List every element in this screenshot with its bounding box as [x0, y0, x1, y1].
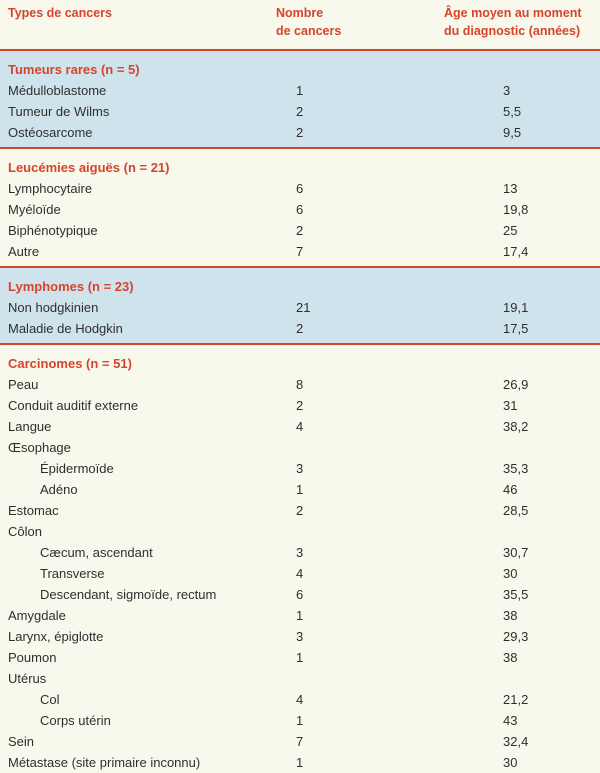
table-row	[0, 80, 600, 101]
table-row	[0, 241, 600, 262]
mean-age: 26,9	[503, 377, 529, 392]
cancer-type: Métastase (site primaire inconnu)	[8, 755, 201, 770]
cancer-count: 2	[296, 503, 304, 518]
mean-age: 21,2	[503, 692, 529, 707]
group-separator	[0, 147, 600, 149]
cancer-count: 7	[296, 734, 304, 749]
mean-age: 17,5	[503, 321, 529, 336]
table-row	[0, 626, 600, 647]
cancer-count: 2	[296, 321, 304, 336]
group-title	[0, 276, 600, 297]
cancer-type: Myéloïde	[8, 202, 61, 217]
cancer-type: Maladie de Hodgkin	[8, 321, 123, 336]
cancer-type: Côlon	[8, 524, 42, 539]
cancer-type: Conduit auditif externe	[8, 398, 139, 413]
cancer-count: 2	[296, 125, 304, 140]
mean-age: 13	[503, 181, 518, 196]
cancer-type: Adéno	[40, 482, 78, 497]
table-row	[0, 458, 600, 479]
mean-age: 9,5	[503, 125, 522, 140]
cancer-count: 1	[296, 755, 304, 770]
mean-age: 38,2	[503, 419, 529, 434]
mean-age: 17,4	[503, 244, 529, 259]
cancer-count: 6	[296, 587, 304, 602]
table-row	[0, 668, 600, 689]
group-title-label: Carcinomes (n = 51)	[8, 356, 132, 371]
table-row	[0, 542, 600, 563]
cancer-type: Sein	[8, 734, 35, 749]
mean-age: 30	[503, 755, 518, 770]
table-row	[0, 647, 600, 668]
cancer-type: Épidermoïde	[40, 461, 114, 476]
table-row	[0, 220, 600, 241]
table-row	[0, 437, 600, 458]
mean-age: 35,3	[503, 461, 529, 476]
cancer-type: Peau	[8, 377, 39, 392]
table-row	[0, 731, 600, 752]
cancer-count: 3	[296, 461, 304, 476]
mean-age: 35,5	[503, 587, 529, 602]
group-title	[0, 353, 600, 374]
header-types: Types de cancers	[8, 6, 112, 20]
table-row	[0, 584, 600, 605]
cancer-type: Œsophage	[8, 440, 71, 455]
mean-age: 32,4	[503, 734, 529, 749]
cancer-type: Médulloblastome	[8, 83, 107, 98]
mean-age: 5,5	[503, 104, 522, 119]
cancer-count: 4	[296, 566, 304, 581]
table-row	[0, 199, 600, 220]
table-row	[0, 563, 600, 584]
table-row	[0, 521, 600, 542]
mean-age: 38	[503, 650, 518, 665]
cancer-type: Amygdale	[8, 608, 66, 623]
table-row	[0, 374, 600, 395]
header-age-line2: du diagnostic (années)	[444, 24, 581, 38]
mean-age: 19,8	[503, 202, 529, 217]
cancer-count: 2	[296, 223, 304, 238]
group-separator	[0, 343, 600, 345]
cancer-type: Non hodgkinien	[8, 300, 99, 315]
cancer-count: 4	[296, 419, 304, 434]
mean-age: 30	[503, 566, 518, 581]
table-row	[0, 500, 600, 521]
header-count-line2: de cancers	[276, 24, 342, 38]
cancer-type: Transverse	[40, 566, 105, 581]
mean-age: 3	[503, 83, 511, 98]
cancer-type: Tumeur de Wilms	[8, 104, 110, 119]
cancer-type: Ostéosarcome	[8, 125, 93, 140]
table-row	[0, 605, 600, 626]
table-row	[0, 479, 600, 500]
table-row	[0, 689, 600, 710]
cancer-type: Descendant, sigmoïde, rectum	[40, 587, 217, 602]
cancer-type: Lymphocytaire	[8, 181, 93, 196]
cancer-count: 21	[296, 300, 311, 315]
cancer-count: 1	[296, 482, 304, 497]
group-title-label: Leucémies aiguës (n = 21)	[8, 160, 170, 175]
cancer-count: 4	[296, 692, 304, 707]
table-row	[0, 318, 600, 339]
mean-age: 38	[503, 608, 518, 623]
group-title	[0, 157, 600, 178]
mean-age: 30,7	[503, 545, 529, 560]
table-row	[0, 416, 600, 437]
cancer-count: 2	[296, 104, 304, 119]
mean-age: 19,1	[503, 300, 529, 315]
header-count	[276, 4, 386, 40]
group-title-label: Tumeurs rares (n = 5)	[8, 62, 140, 77]
mean-age: 29,3	[503, 629, 529, 644]
cancer-type: Corps utérin	[40, 713, 111, 728]
cancer-type: Cæcum, ascendant	[40, 545, 153, 560]
cancer-type: Col	[40, 692, 60, 707]
cancer-count: 3	[296, 545, 304, 560]
header-age-line1: Âge moyen au moment	[444, 6, 582, 20]
table-header	[0, 0, 600, 49]
cancer-count: 2	[296, 398, 304, 413]
cancer-count: 1	[296, 608, 304, 623]
cancer-count: 1	[296, 83, 304, 98]
cancer-count: 6	[296, 202, 304, 217]
mean-age: 31	[503, 398, 518, 413]
header-count-line1: Nombre	[276, 6, 324, 20]
cancer-count: 3	[296, 629, 304, 644]
mean-age: 25	[503, 223, 518, 238]
cancer-count: 6	[296, 181, 304, 196]
table-row	[0, 395, 600, 416]
cancer-count: 1	[296, 650, 304, 665]
cancer-type: Langue	[8, 419, 52, 434]
cancer-type: Utérus	[8, 671, 47, 686]
cancer-count: 8	[296, 377, 304, 392]
table-row	[0, 297, 600, 318]
cancer-type: Larynx, épiglotte	[8, 629, 104, 644]
mean-age: 43	[503, 713, 518, 728]
table-row	[0, 178, 600, 199]
cancer-count: 1	[296, 713, 304, 728]
cancer-type: Poumon	[8, 650, 57, 665]
cancer-count: 7	[296, 244, 304, 259]
table-row	[0, 122, 600, 143]
cancer-type: Autre	[8, 244, 40, 259]
cancer-type: Estomac	[8, 503, 59, 518]
mean-age: 28,5	[503, 503, 529, 518]
header-age	[444, 4, 600, 40]
cancer-type: Biphénotypique	[8, 223, 98, 238]
table-row	[0, 710, 600, 731]
group-title	[0, 59, 600, 80]
group-title-label: Lymphomes (n = 23)	[8, 279, 134, 294]
table-row	[0, 101, 600, 122]
mean-age: 46	[503, 482, 518, 497]
